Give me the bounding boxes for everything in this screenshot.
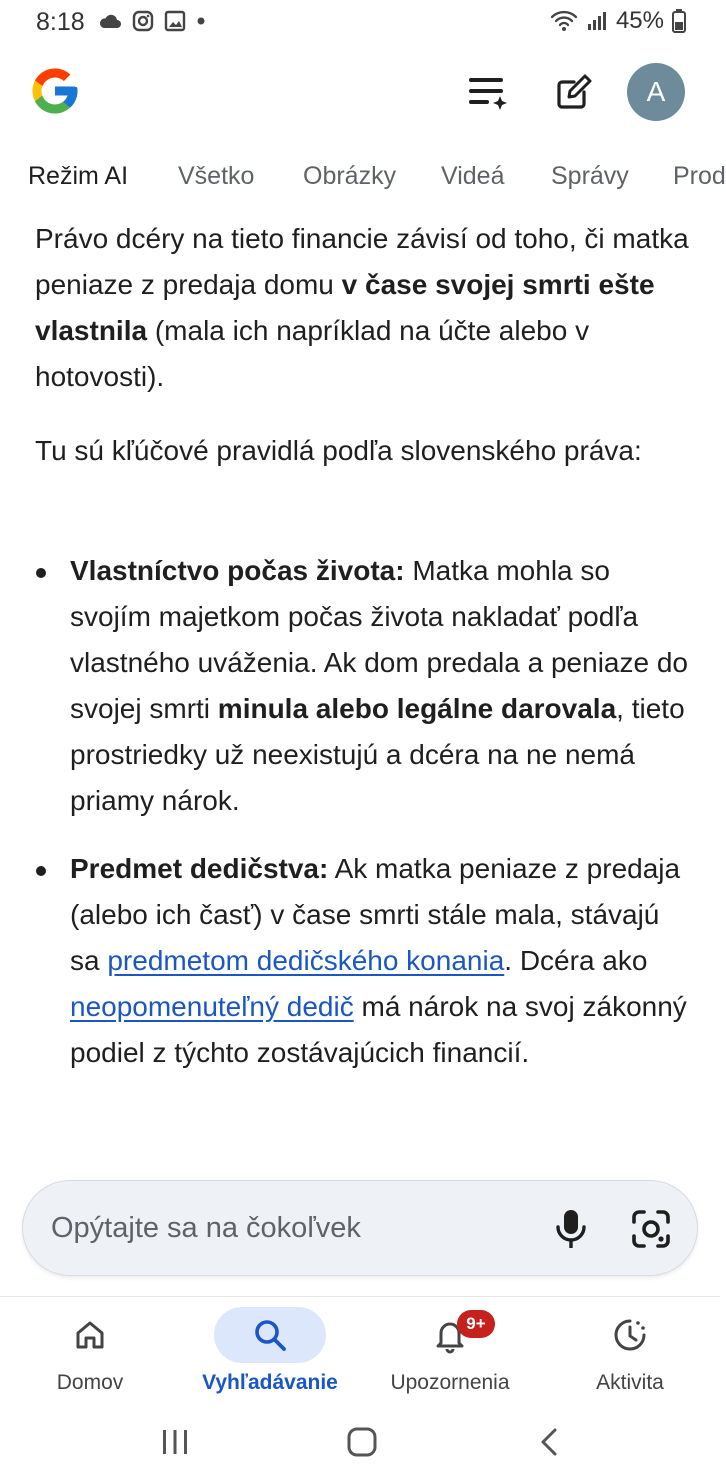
notification-badge: 9+ [457,1310,495,1338]
bottom-navigation [0,1296,720,1406]
system-navigation-bar [0,1406,720,1480]
tab-news[interactable]: Správy [551,162,629,190]
app-header [0,60,720,124]
link-inheritance-proceedings[interactable]: predmetom dedičského konania [107,945,505,976]
tab-videos[interactable]: Videá [441,162,505,190]
edit-icon [554,72,594,112]
tab-all[interactable]: Všetko [178,162,255,190]
home-square-icon [346,1426,378,1458]
ai-answer [0,210,720,1160]
list-sparkle-icon [467,72,509,112]
answer-paragraph-2: Tu sú kľúčové pravidlá podľa slovenského práva: [35,435,642,466]
home-system-button[interactable] [344,1424,380,1460]
signal-icon [586,10,608,32]
search-tabs [0,162,726,204]
list-item: Vlastníctvo počas života: Matka mohla so svojím majetkom počas života nakladať podľa vlastného uváženia. Ak dom predala a peniaze do svojej smrti minula alebo legálne darovala, tieto prostriedky už neexistujú a dcéra na ne nemá priamy nárok. [70,548,690,824]
bullet-dot [36,866,46,876]
battery-percent: 45% [615,7,664,34]
notification-icons [98,8,206,34]
ask-input-bar[interactable] [22,1180,698,1276]
recent-apps-icon [160,1428,190,1456]
list-item: Predmet dedičstva: Ak matka peniaze z predaja (alebo ich časť) v čase smrti stále mala, stávajú sa predmetom dedičského konania. Dcéra ako neopomenuteľný dedič má nárok na svoj zákonný podiel z týchto zostávajúcich financií. [70,846,690,1076]
bullet-dot [36,568,46,578]
tab-images[interactable]: Obrázky [303,162,397,190]
status-time: 8:18 [36,8,85,36]
nav-home[interactable] [0,1305,180,1405]
nav-search[interactable] [180,1305,360,1405]
back-chevron-icon [538,1427,560,1457]
microphone-icon[interactable] [551,1207,591,1251]
ai-history-button[interactable] [466,70,510,114]
wifi-icon [550,10,578,32]
dot-icon [196,16,206,26]
cloud-icon [98,12,122,30]
nav-home-label: Domov [56,1371,124,1394]
nav-activity[interactable] [540,1305,720,1405]
instagram-icon [132,10,154,32]
status-bar [0,0,720,44]
nav-notifications-label: Upozornenia [390,1371,510,1394]
link-forced-heir[interactable]: neopomenuteľný dedič [70,991,354,1022]
nav-notifications[interactable] [360,1305,540,1405]
home-icon [70,1315,110,1355]
nav-search-label: Vyhľadávanie [202,1371,338,1394]
tab-ai-mode[interactable]: Režim AI [28,162,129,190]
search-icon [250,1315,290,1355]
back-button[interactable] [536,1424,562,1460]
activity-icon [610,1315,650,1355]
google-logo-icon[interactable] [28,64,82,118]
battery-icon [672,9,686,33]
recent-apps-button[interactable] [158,1424,192,1460]
new-chat-button[interactable] [552,70,596,114]
account-avatar[interactable]: A [627,63,685,121]
ask-input[interactable]: Opýtajte sa na čokoľvek [51,1212,361,1244]
answer-paragraph-1: Právo dcéry na tieto financie závisí od toho, či matka peniaze z predaja domu v čase svojej smrti ešte vlastnila (mala ich napríklad na účte alebo v hotovosti). [35,223,689,392]
image-icon [164,10,186,32]
tab-products[interactable]: Prod [673,162,726,190]
nav-activity-label: Aktivita [596,1371,664,1394]
google-lens-icon[interactable] [629,1207,673,1251]
